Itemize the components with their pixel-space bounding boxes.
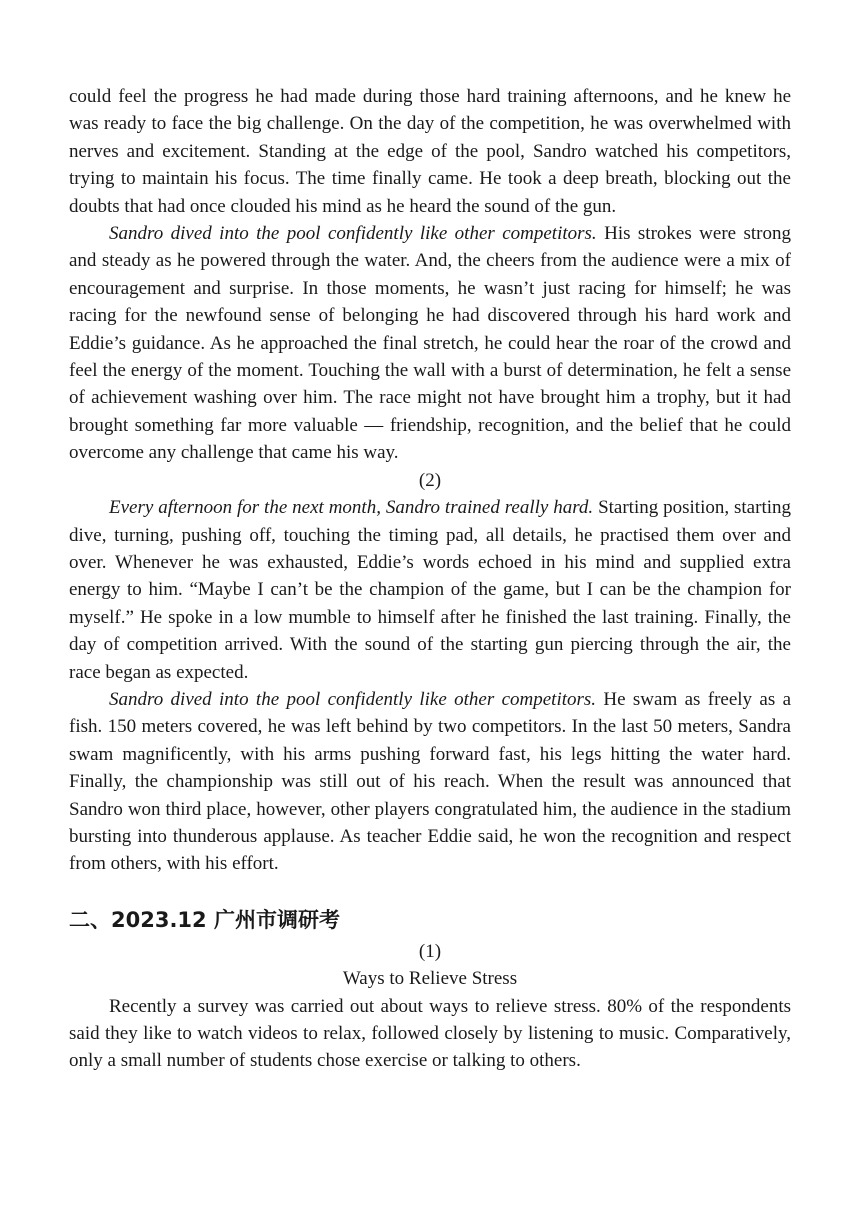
paragraph-body: His strokes were strong and steady as he powered through the water. And, the cheers from the audience were a mix of encouragement and surprise. In those moments, he wasn’t just racing for himself; he was racing for the newfound sense of belonging he had discovered through his hard work and Eddie’s guidance. As he approached the final stretch, he could hear the roar of the crowd and feel the energy of the moment. Touching the wall with a burst of determination, he felt a sense of achievement washing over him. The race might not have brought him a trophy, but it had brought something far more valuable — friendship, recognition, and the belief that he could overcome any challenge that came his way.: [69, 223, 791, 464]
section-heading: 二、2023.12 广州市调研考: [69, 907, 340, 932]
document-page: [69, 83, 791, 1075]
sample-number: (2): [418, 469, 442, 491]
paragraph-race-result: [69, 686, 791, 878]
paragraph-opening-sentence: Sandro dived into the pool confidently like other competitors.: [109, 688, 597, 710]
paragraph-race-outcome: [69, 220, 791, 467]
essay-title: Ways to Relieve Stress: [342, 968, 518, 990]
paragraph-body: Starting position, starting dive, turning, pushing off, touching the timing pad, all details, he practised them over and over. Whenever he was exhausted, Eddie’s words echoed in his mind and supplied extra energy to him. “Maybe I can’t be the champion of the game, but I can be the champion for myself.” He spoke in a low mumble to himself after he finished the last training. Finally, the day of competition arrived. With the sound of the starting gun piercing through the air, the race began as expected.: [69, 497, 791, 683]
paragraph-body: He swam as freely as a fish. 150 meters covered, he was left behind by two competitors. In the last 50 meters, Sandra swam magnificently, with his arms pushing forward fast, his legs hitting the water hard. Finally, the championship was still out of his reach. When the result was announced that Sandro won third place, however, other players congratulated him, the audience in the stadium bursting into thunderous applause. As teacher Eddie said, he won the recognition and respect from others, with his effort.: [69, 688, 791, 875]
paragraph-opening-sentence: Every afternoon for the next month, Sandro trained really hard.: [109, 497, 594, 519]
paragraph-training: [69, 494, 791, 686]
section-number: (1): [418, 940, 442, 962]
paragraph-opening-sentence: Sandro dived into the pool confidently like other competitors.: [109, 223, 597, 245]
paragraph-survey: Recently a survey was carried out about ways to relieve stress. 80% of the respondents said they like to watch videos to relax, followed closely by listening to music. Comparatively, only a small number of students chose exercise or talking to others.: [69, 995, 791, 1072]
paragraph-continuation: could feel the progress he had made during those hard training afternoons, and he knew he was ready to face the big challenge. On the day of the competition, he was overwhelmed with nerves and excitement. Standing at the edge of the pool, Sandro watched his competitors, trying to maintain his focus. The time finally came. He took a deep breath, blocking out the doubts that had once clouded his mind as he heard the sound of the gun.: [69, 86, 791, 217]
